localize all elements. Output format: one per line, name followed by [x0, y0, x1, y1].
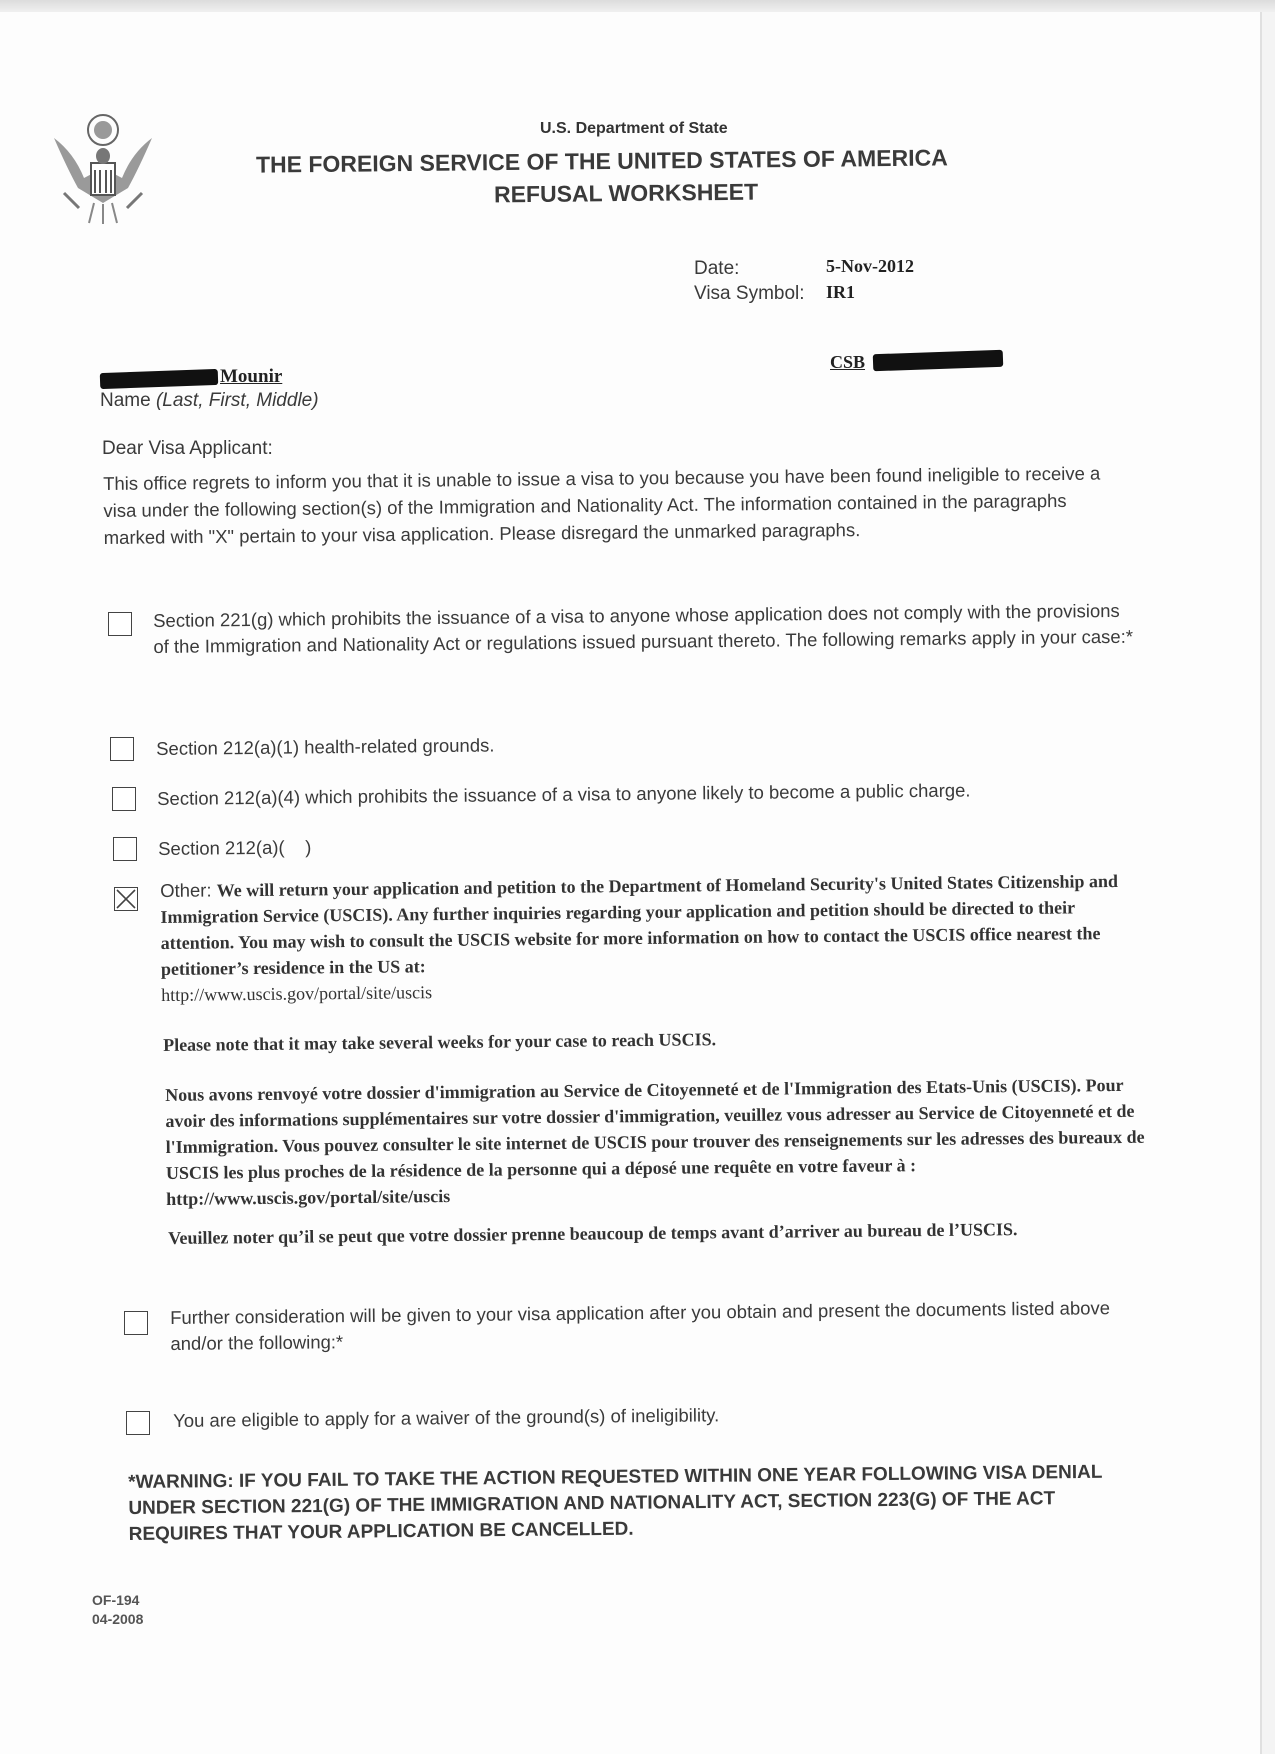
section-221g-checkbox[interactable]	[108, 612, 132, 636]
other-text-fr: Nous avons renvoyé votre dossier d'immigration au Service de Citoyenneté et de l'Immigration des Etats-Unis (USCIS). Pour avoir des informations supplémentaires sur votre dossier d'immigration, veuillez vous adresser au Service de Citoyenneté et de l'Immigration. Vous pouvez consulter le site internet de USCIS pour trouver des renseignements sur les adresses des bureaux de USCIS les plus proches de la résidence de la personne qui a déposé une requête en votre faveur à : http://www.uscis.gov/portal/site/uscis	[165, 1074, 1145, 1209]
department-seal-icon	[44, 108, 162, 228]
date-value: 5-Nov-2012	[826, 256, 914, 276]
section-212a1-checkbox[interactable]	[110, 737, 134, 761]
x-mark-icon	[115, 888, 137, 910]
warning-notice: *WARNING: IF YOU FAIL TO TAKE THE ACTION REQUESTED WITHIN ONE YEAR FOLLOWING VISA DENIAL UNDER SECTION 221(G) OF THE IMMIGRATION AND NATIONALITY ACT, SECTION 223(G) OF THE ACT REQUIRES THAT YOUR APPLICATION BE CANCELLED.	[128, 1461, 1103, 1545]
section-212a4-checkbox[interactable]	[112, 787, 136, 811]
document-title: THE FOREIGN SERVICE OF THE UNITED STATES OF AMERICA	[255, 144, 948, 178]
date-label: Date:	[694, 258, 740, 279]
section-212a4-text: Section 212(a)(4) which prohibits the issuance of a visa to anyone likely to become a public charge.	[157, 779, 971, 809]
waiver-checkbox[interactable]	[126, 1411, 150, 1435]
section-212a1-text: Section 212(a)(1) health-related grounds.	[156, 734, 495, 759]
section-212a-text: Section 212(a)( )	[158, 836, 312, 859]
other-checkbox[interactable]	[114, 887, 138, 911]
other-text-en: We will return your application and petition to the Department of Homeland Security's United States Citizenship and Immigration Service (USCIS). Any further inquiries regarding your application and petition should be directed to their attention. You may wish to consult the USCIS website for more information on how to contact the USCIS office nearest the petitioner’s residence in the US at:	[160, 870, 1119, 979]
visa-symbol-value: IR1	[826, 282, 856, 302]
further-consideration-checkbox[interactable]	[124, 1311, 148, 1335]
visa-symbol-label: Visa Symbol:	[694, 283, 805, 304]
name-label: Name (Last, First, Middle)	[100, 390, 319, 411]
section-212a-checkbox[interactable]	[113, 837, 137, 861]
section-221g-text: Section 221(g) which prohibits the issuance of a visa to anyone whose application does not comply with the provisions of the Immigration and Nationality Act or regulations issued pursuant thereto. The following remarks apply in your case:*	[153, 599, 1134, 657]
salutation: Dear Visa Applicant:	[102, 438, 273, 459]
uscis-url-en[interactable]: http://www.uscis.gov/portal/site/uscis	[161, 982, 433, 1005]
form-revision-date: 04-2008	[92, 1611, 144, 1627]
other-note-en: Please note that it may take several weeks for your case to reach USCIS.	[163, 1029, 717, 1055]
other-label: Other:	[160, 879, 212, 901]
applicant-name: Mounir	[220, 366, 283, 387]
document-subtitle: REFUSAL WORKSHEET	[493, 178, 759, 208]
case-number-prefix: CSB	[830, 352, 866, 372]
scan-edge	[0, 0, 1275, 12]
department-name: U.S. Department of State	[540, 120, 728, 137]
form-number: OF-194	[92, 1592, 140, 1608]
other-paragraph	[160, 868, 1151, 1008]
intro-paragraph: This office regrets to inform you that it is unable to issue a visa to you because you have been found ineligible to receive a visa under the following section(s) of the Immigration and Nationality Act. The information contained in the paragraphs marked with "X" pertain to your visa application. Please disregard the unmarked paragraphs.	[103, 462, 1101, 548]
further-consideration-text: Further consideration will be given to your visa application after you obtain and present the documents listed above and/or the following:*	[170, 1297, 1111, 1354]
waiver-text: You are eligible to apply for a waiver of the ground(s) of ineligibility.	[173, 1404, 720, 1431]
other-note-fr: Veuillez noter qu’il se peut que votre dossier prenne beaucoup de temps avant d’arriver au bureau de l’USCIS.	[168, 1219, 1018, 1248]
